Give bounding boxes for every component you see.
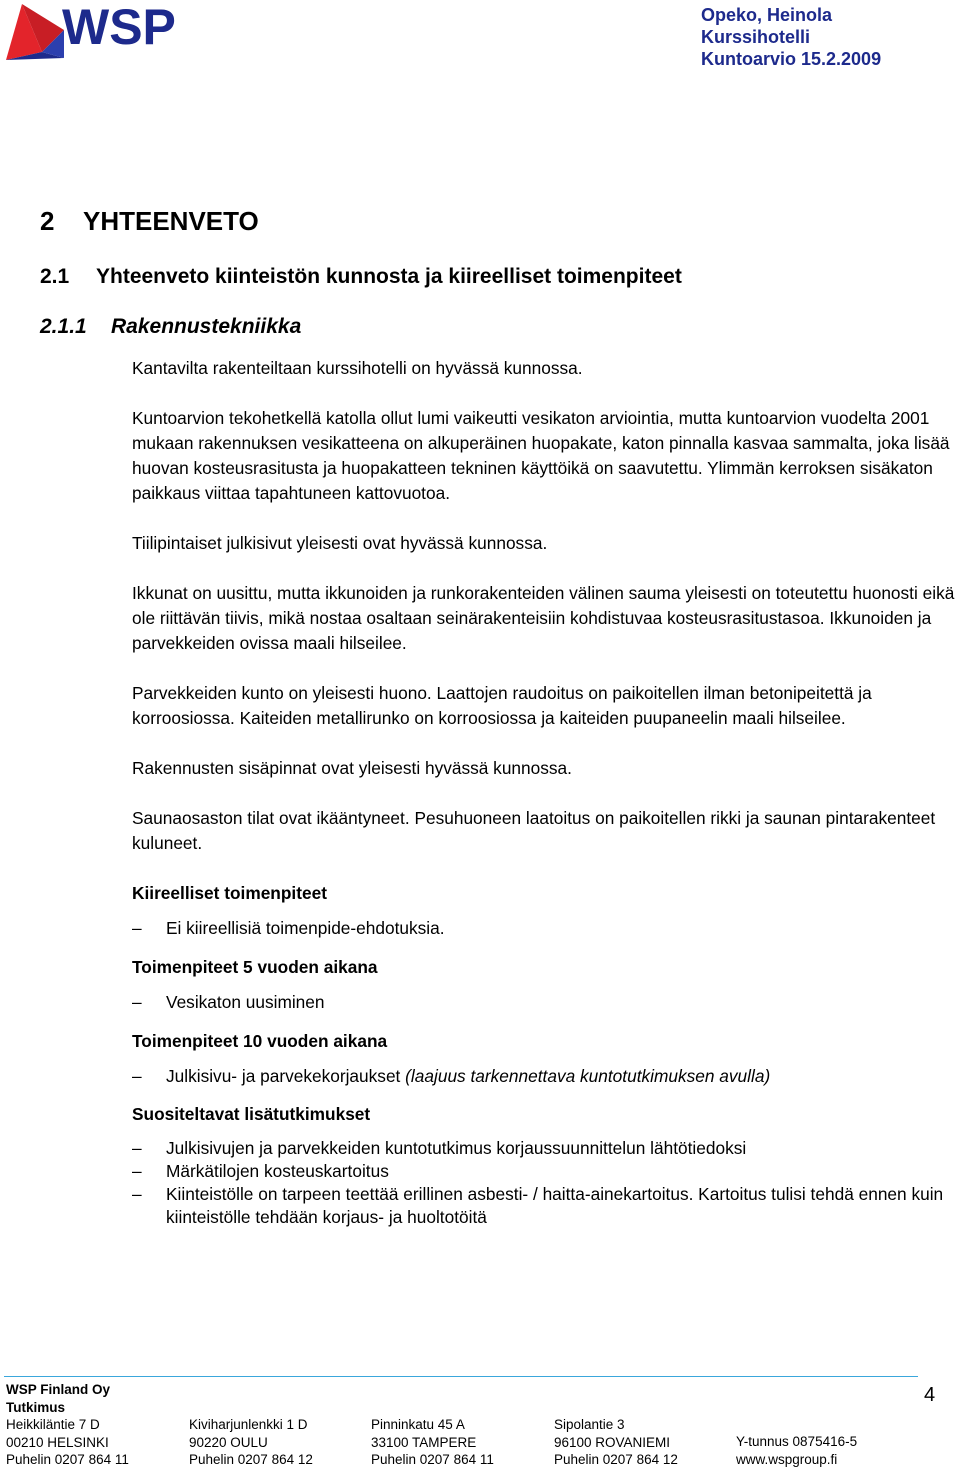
body-content xyxy=(132,356,958,1229)
dash-bullet: – xyxy=(132,1138,142,1158)
paragraph-structure: Kantavilta rakenteiltaan kurssihotelli on hyvässä kunnossa. xyxy=(132,358,583,378)
list-item-text: Kiinteistölle on tarpeen teettää erillinen asbesti- / haitta-ainekartoitus. Kartoitus tulisi tehdä ennen kuin kiinteistölle tehdään korjaus- ja huoltotöitä xyxy=(166,1184,944,1227)
subheading-further-studies: Suositeltavat lisätutkimukset xyxy=(132,1104,371,1124)
footer-website-link[interactable]: www.wspgroup.fi xyxy=(736,1451,838,1467)
list-item-text: Märkätilojen kosteuskartoitus xyxy=(166,1161,389,1181)
subheading-5-years: Toimenpiteet 5 vuoden aikana xyxy=(132,957,378,977)
dash-bullet: – xyxy=(132,1066,142,1086)
footer-company-info xyxy=(736,1433,857,1468)
footer-address: Sipolantie 3 xyxy=(554,1417,625,1432)
footer-office-tampere xyxy=(371,1416,494,1469)
dash-bullet: – xyxy=(132,1161,142,1181)
footer-phone: Puhelin 0207 864 11 xyxy=(371,1452,494,1467)
footer-phone: Puhelin 0207 864 11 xyxy=(6,1452,129,1467)
footer-office-oulu xyxy=(189,1416,313,1469)
dash-bullet: – xyxy=(132,918,142,938)
paragraph-balconies: Parvekkeiden kunto on yleisesti huono. Laattojen raudoitus on paikoitellen ilman betonipeitettä ja korroosiossa. Kaiteiden metallirunko on korroosiossa ja kaiteiden puupaneelin maali hilseilee. xyxy=(132,683,872,728)
footer-postcode: 96100 ROVANIEMI xyxy=(554,1434,671,1450)
subheading-urgent: Kiireelliset toimenpiteet xyxy=(132,883,327,903)
footer-phone: Puhelin 0207 864 12 xyxy=(554,1452,678,1467)
heading-1-number: 2 xyxy=(40,206,55,236)
list-item-note: (laajuus tarkennettava kuntotutkimuksen avulla) xyxy=(405,1066,771,1086)
header-client: Opeko, Heinola xyxy=(701,5,833,25)
dash-bullet: – xyxy=(132,1184,142,1204)
wsp-logo-text: WSP xyxy=(62,0,176,55)
list-10-years xyxy=(132,1064,958,1089)
list-urgent xyxy=(132,916,958,941)
footer-postcode: 33100 TAMPERE xyxy=(371,1434,477,1450)
paragraph-facades: Tiilipintaiset julkisivut yleisesti ovat hyvässä kunnossa. xyxy=(132,533,548,553)
list-item xyxy=(132,1137,958,1160)
header-report-date: Kuntoarvio 15.2.2009 xyxy=(701,49,882,69)
document-header-info xyxy=(701,4,881,70)
dash-bullet: – xyxy=(132,992,142,1012)
footer-office-rovaniemi xyxy=(554,1416,678,1469)
footer-divider xyxy=(4,1376,918,1377)
paragraph-windows: Ikkunat on uusittu, mutta ikkunoiden ja runkorakenteiden välinen sauma yleisesti on toteutettu huonosti eikä ole riittävän tiivis, mikä nostaa osaltaan seinärakenteisiin kohdistuvaa kosteusrasitustasoa. Ikkunoiden ja parvekkeiden ovissa maali hilseilee. xyxy=(132,583,955,653)
footer-address: Pinninkatu 45 A xyxy=(371,1417,465,1432)
footer-postcode: 00210 HELSINKI xyxy=(6,1434,109,1450)
heading-1-text: YHTEENVETO xyxy=(83,206,259,236)
list-item xyxy=(132,1160,958,1183)
footer-unit: Tutkimus xyxy=(6,1399,66,1415)
list-item-text: Vesikaton uusiminen xyxy=(166,992,325,1012)
page-number: 4 xyxy=(924,1384,936,1406)
footer-address: Heikkiläntie 7 D xyxy=(6,1417,100,1432)
heading-2-text: Yhteenveto kiinteistön kunnosta ja kiireelliset toimenpiteet xyxy=(96,265,682,288)
list-item xyxy=(132,990,958,1015)
heading-1 xyxy=(40,206,259,237)
footer-postcode: 90220 OULU xyxy=(189,1434,268,1450)
list-item xyxy=(132,1064,958,1089)
wsp-logo xyxy=(4,0,200,64)
paragraph-sauna: Saunaosaston tilat ovat ikääntyneet. Pesuhuoneen laatoitus on paikoitellen rikki ja saunan pintarakenteet kuluneet. xyxy=(132,808,936,853)
footer-business-id: Y-tunnus 0875416-5 xyxy=(736,1434,858,1449)
footer-company xyxy=(6,1381,129,1469)
heading-3-number: 2.1.1 xyxy=(40,315,87,338)
list-5-years xyxy=(132,990,958,1015)
paragraph-roof: Kuntoarvion tekohetkellä katolla ollut lumi vaikeutti vesikaton arviointia, mutta kuntoarvion vuodelta 2001 mukaan rakennuksen vesikatteena on alkuperäinen huopakate, katon pinnalla kasvaa sammalta, joka lisää huovan kosteusrasitusta ja huopakatteen tekninen käyttöikä on saavutettu. Ylimmän kerroksen sisäkaton paikkaus viittaa tapahtuneen kattovuotoa. xyxy=(132,408,950,503)
list-item-text: Julkisivujen ja parvekkeiden kuntotutkimus korjaussuunnittelun lähtötiedoksi xyxy=(166,1138,747,1158)
heading-3-text: Rakennustekniikka xyxy=(111,315,302,338)
heading-2 xyxy=(40,265,682,289)
list-item xyxy=(132,1183,958,1229)
heading-3 xyxy=(40,315,301,339)
footer-phone: Puhelin 0207 864 12 xyxy=(189,1452,313,1467)
list-item-text: Ei kiireellisiä toimenpide-ehdotuksia. xyxy=(166,918,445,938)
paragraph-interiors: Rakennusten sisäpinnat ovat yleisesti hyvässä kunnossa. xyxy=(132,758,572,778)
heading-2-number: 2.1 xyxy=(40,265,70,288)
subheading-10-years: Toimenpiteet 10 vuoden aikana xyxy=(132,1031,388,1051)
list-item-text: Julkisivu- ja parvekekorjaukset xyxy=(166,1066,401,1086)
footer-company-name: WSP Finland Oy xyxy=(6,1382,111,1397)
list-further-studies xyxy=(132,1137,958,1229)
header-site: Kurssihotelli xyxy=(701,27,811,47)
footer-address: Kiviharjunlenkki 1 D xyxy=(189,1417,308,1432)
list-item xyxy=(132,916,958,941)
wsp-logo-graphic xyxy=(4,0,200,64)
